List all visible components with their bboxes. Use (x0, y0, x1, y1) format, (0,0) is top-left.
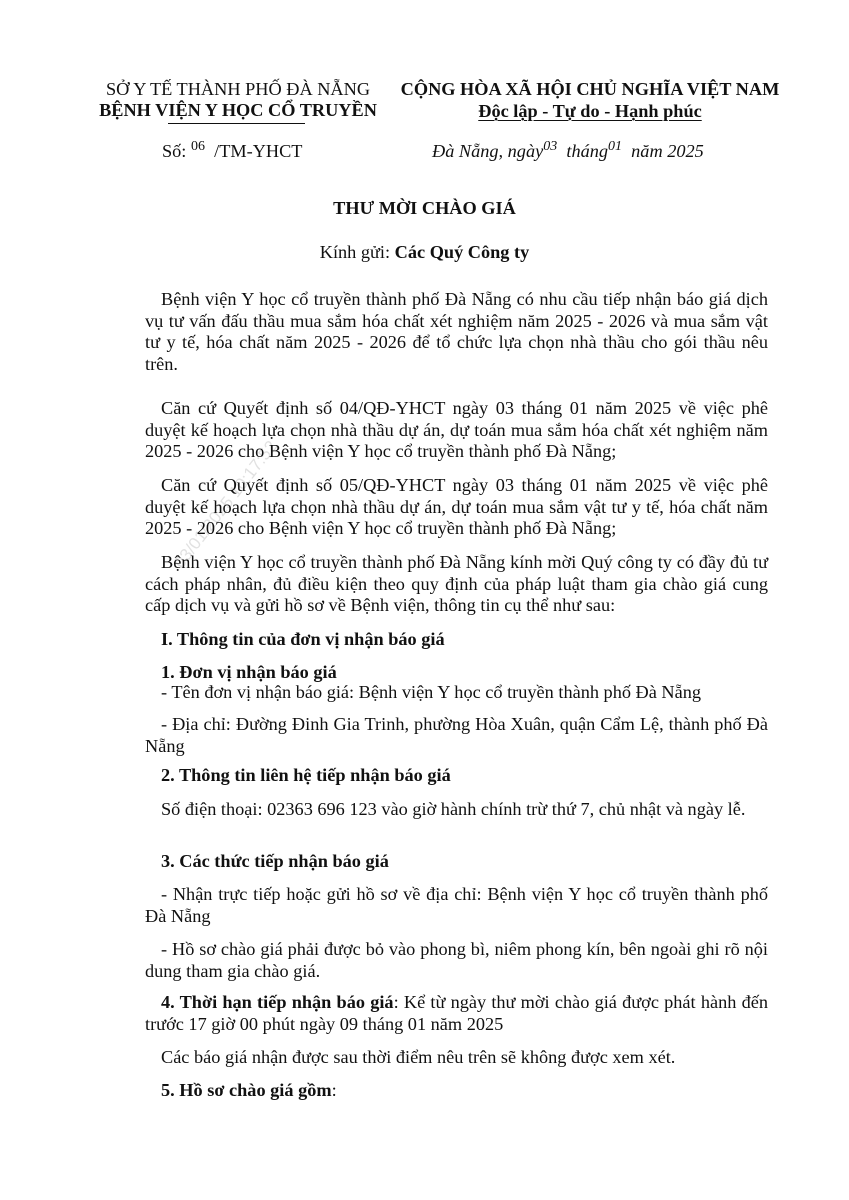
subsection-5-colon: : (331, 1080, 337, 1100)
recipient-unit-name: - Tên đơn vị nhận báo giá: Bệnh viện Y học cổ truyền thành phố Đà Nẵng (161, 682, 702, 702)
org-underline (168, 123, 305, 124)
subsection-2-heading: 2. Thông tin liên hệ tiếp nhận báo giá (161, 765, 451, 785)
number-suffix: /TM-YHCT (214, 141, 303, 161)
date-month-label: tháng (566, 141, 609, 161)
late-quote-note: Các báo giá nhận được sau thời điểm nêu trên sẽ không được xem xét. (161, 1047, 676, 1067)
org-parent: SỞ Y TẾ THÀNH PHỐ ĐÀ NẴNG (105, 79, 371, 99)
motto-text: Độc lập - Tự do - Hạnh phúc (478, 101, 702, 121)
number-prefix: Số: (162, 141, 187, 161)
document-date (432, 141, 704, 162)
country-title: CỘNG HÒA XÃ HỘI CHỦ NGHĨA VIỆT NAM (400, 79, 780, 99)
document-title: THƯ MỜI CHÀO GIÁ (333, 198, 516, 218)
subsection-3-heading: 3. Các thức tiếp nhận báo giá (161, 851, 389, 871)
recipient: Các Quý Công ty (394, 242, 530, 262)
date-place: Đà Nẵng, ngày (432, 141, 544, 161)
contact-phone: Số điện thoại: 02363 696 123 vào giờ hành chính trừ thứ 7, chủ nhật và ngày lễ. (161, 799, 746, 819)
paragraph-decision-04: Căn cứ Quyết định số 04/QĐ-YHCT ngày 03 tháng 01 năm 2025 về việc phê duyệt kế hoạch lựa chọn nhà thầu dự án, dự toán mua sắm hóa chất xét nghiệm năm 2025 - 2026 cho Bệnh viện Y học cổ truyền thành phố Đà Nẵng; (145, 398, 768, 462)
paragraph-intro: Bệnh viện Y học cổ truyền thành phố Đà Nẵng có nhu cầu tiếp nhận báo giá dịch vụ tư vấn đấu thầu mua sắm hóa chất xét nghiệm năm 2025 - 2026 và mua sắm vật tư y tế, hóa chất năm 2025 - 2026 để tổ chức lựa chọn nhà thầu cho gói thầu nêu trên. (145, 289, 768, 374)
subsection-4-text: : Kể từ ngày thư mời chào giá được phát hành đến trước 17 giờ 00 phút ngày 09 tháng 01 năm 2025 (145, 992, 768, 1034)
recipient-line (0, 242, 849, 263)
number-value: 06 (190, 139, 205, 154)
date-day: 03 (543, 139, 558, 154)
subsection-5-heading: 5. Hồ sơ chào giá gồm (161, 1080, 332, 1100)
motto (400, 101, 780, 122)
org-name: BỆNH VIỆN Y HỌC CỔ TRUYỀN (99, 100, 377, 120)
subsection-5 (145, 1080, 768, 1102)
watermark: 03/01/2025 10:17:52 (170, 437, 282, 572)
receive-method-2: - Hồ sơ chào giá phải được bỏ vào phong bì, niêm phong kín, bên ngoài ghi rõ nội dung tham gia chào giá. (145, 939, 768, 981)
date-year: năm 2025 (631, 141, 704, 161)
recipient-label: Kính gửi: (319, 242, 391, 262)
recipient-unit-address: - Địa chỉ: Đường Đinh Gia Trinh, phường Hòa Xuân, quận Cẩm Lệ, thành phố Đà Nẵng (145, 714, 768, 756)
receive-method-1: - Nhận trực tiếp hoặc gửi hồ sơ về địa chỉ: Bệnh viện Y học cổ truyền thành phố Đà Nẵng (145, 884, 768, 926)
date-month: 01 (608, 139, 623, 154)
paragraph-invitation: Bệnh viện Y học cổ truyền thành phố Đà Nẵng kính mời Quý công ty có đầy đủ tư cách pháp nhân, đủ điều kiện theo quy định của pháp luật tham gia chào giá cung cấp dịch vụ và gửi hồ sơ về Bệnh viện, thông tin cụ thể như sau: (145, 552, 768, 616)
paragraph-decision-05: Căn cứ Quyết định số 05/QĐ-YHCT ngày 03 tháng 01 năm 2025 về việc phê duyệt kế hoạch lựa chọn nhà thầu dự án, dự toán mua sắm vật tư y tế, hóa chất năm 2025 - 2026 cho Bệnh viện Y học cổ truyền thành phố Đà Nẵng; (145, 475, 768, 539)
section-1-heading: I. Thông tin của đơn vị nhận báo giá (161, 629, 445, 649)
subsection-4 (145, 992, 768, 1035)
subsection-1-heading: 1. Đơn vị nhận báo giá (161, 662, 337, 682)
subsection-4-heading: 4. Thời hạn tiếp nhận báo giá (161, 992, 394, 1012)
document-number (162, 141, 302, 162)
